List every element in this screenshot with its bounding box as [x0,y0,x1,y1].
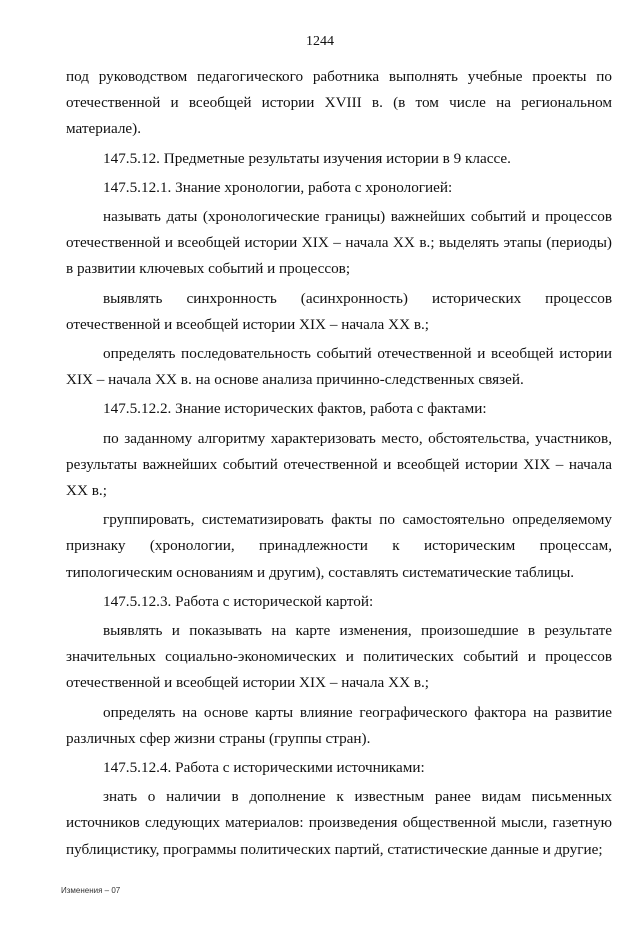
paragraph: группировать, систематизировать факты по самостоятельно определяемому признаку (хронологии, принадлежности к историческим процессам, типологическим основаниям и другим), составлять систематические таблицы. [66,511,612,581]
document-body [66,64,612,863]
subsection-heading: 147.5.12.4. Работа с историческими источниками: [103,759,425,777]
paragraph: называть даты (хронологические границы) важнейших событий и процессов отечественной и всеобщей истории XIX – начала XX в.; выделять этапы (периоды) в развитии ключевых событий и процессов; [66,208,612,278]
paragraph: выявлять синхронность (асинхронность) исторических процессов отечественной и всеобщей истории XIX – начала XX в.; [66,289,612,333]
paragraph: определять на основе карты влияние географического фактора на развитие различных сфер жизни страны (группы стран). [66,703,612,747]
section-heading: 147.5.12. Предметные результаты изучения истории в 9 классе. [103,149,511,167]
subsection-heading: 147.5.12.1. Знание хронологии, работа с хронологией: [103,178,453,196]
page-number: 1244 [306,34,334,49]
subsection-heading: 147.5.12.2. Знание исторических фактов, работа с фактами: [103,400,487,418]
paragraph: определять последовательность событий отечественной и всеобщей истории XIX – начала XX в. на основе анализа причинно-следственных связей. [66,345,612,389]
paragraph: выявлять и показывать на карте изменения, произошедшие в результате значительных социально-экономических и политических событий и процессов отечественной и всеобщей истории XIX – начала XX в.; [66,622,612,692]
footer-revision-note: Изменения – 07 [61,886,121,895]
subsection-heading: 147.5.12.3. Работа с исторической картой: [103,592,374,610]
paragraph: знать о наличии в дополнение к известным ранее видам письменных источников следующих материалов: произведения общественной мысли, газетную публицистику, программы политических партий, статистические данные и другие; [66,788,612,858]
paragraph: по заданному алгоритму характеризовать место, обстоятельства, участников, результаты важнейших событий отечественной и всеобщей истории XIX – начала XX в.; [66,429,612,500]
paragraph: под руководством педагогического работника выполнять учебные проекты по отечественной и всеобщей истории XVIII в. (в том числе на региональном материале). [66,68,612,138]
